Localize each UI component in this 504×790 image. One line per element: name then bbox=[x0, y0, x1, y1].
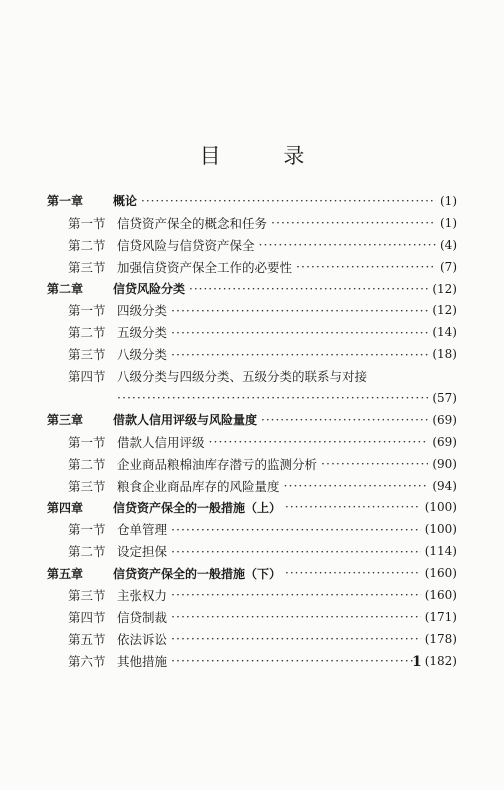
toc-entry-number: 第二章 bbox=[47, 282, 84, 296]
toc-entry-number: 第一节 bbox=[68, 215, 106, 231]
toc-entry-number: 第二节 bbox=[68, 325, 106, 341]
toc-page-number: (1) bbox=[440, 193, 457, 208]
dot-leader bbox=[171, 609, 421, 624]
toc-section-row bbox=[47, 431, 457, 453]
dot-leader bbox=[141, 194, 436, 208]
dot-leader bbox=[259, 237, 436, 252]
toc-section-row bbox=[47, 453, 457, 475]
page-number: 1 bbox=[412, 654, 422, 670]
toc-section-row bbox=[47, 584, 457, 606]
dot-leader bbox=[117, 390, 428, 405]
dot-leader bbox=[209, 434, 429, 449]
toc-section-row bbox=[47, 475, 457, 497]
dot-leader bbox=[171, 631, 421, 646]
toc-section-row bbox=[47, 256, 457, 278]
toc-page-number: (7) bbox=[440, 259, 457, 274]
toc-page-number: (14) bbox=[432, 325, 457, 340]
toc-entry-title: 八级分类 bbox=[117, 347, 168, 363]
dot-leader bbox=[171, 653, 421, 668]
toc-page-number: (12) bbox=[432, 303, 457, 318]
toc-page-number: (100) bbox=[424, 500, 457, 515]
toc-page-number: (94) bbox=[432, 478, 457, 493]
toc-entry-title: 概论 bbox=[113, 194, 138, 209]
dot-leader bbox=[171, 587, 421, 602]
toc-entry-number: 第三节 bbox=[68, 347, 106, 363]
toc-entry-number: 第五章 bbox=[47, 566, 84, 581]
toc-entry-number: 第四节 bbox=[68, 369, 106, 385]
dot-leader bbox=[261, 413, 428, 427]
toc-entry-title: 信贷资产保全的一般措施（下） bbox=[113, 566, 282, 581]
toc-entry-title: 粮食企业商品库存的风险量度 bbox=[117, 478, 280, 494]
toc-entry-title: 八级分类与四级分类、五级分类的联系与对接 bbox=[117, 369, 368, 385]
dot-leader bbox=[171, 303, 428, 318]
toc-entry-number: 第二节 bbox=[68, 544, 106, 560]
toc-page-number: (160) bbox=[424, 566, 457, 581]
dot-leader bbox=[296, 259, 436, 274]
toc-entry-title: 信贷资产保全的一般措施（上） bbox=[113, 500, 282, 515]
toc-entry-number: 第三节 bbox=[68, 587, 106, 603]
toc-page-number: (114) bbox=[424, 544, 457, 559]
toc-entry-title: 加强信贷资产保全工作的必要性 bbox=[117, 259, 293, 275]
toc-entry-number: 第一节 bbox=[68, 522, 106, 538]
toc-entry-title: 依法诉讼 bbox=[117, 631, 168, 647]
toc-entry-title: 借款人信用评级与风险量度 bbox=[113, 413, 258, 428]
toc-page-number: (69) bbox=[432, 434, 457, 449]
toc-entry-title: 信贷资产保全的概念和任务 bbox=[117, 215, 268, 231]
toc-continuation-row bbox=[47, 387, 457, 409]
toc-entry-title: 信贷风险与信贷资产保全 bbox=[117, 237, 255, 253]
toc-entry-number: 第一节 bbox=[68, 434, 106, 450]
toc-section-row bbox=[47, 518, 457, 540]
toc-chapter-row bbox=[47, 190, 457, 212]
dot-leader bbox=[171, 522, 421, 537]
toc-page-number: (171) bbox=[424, 609, 457, 624]
toc-section-row bbox=[47, 212, 457, 234]
dot-leader bbox=[285, 500, 421, 514]
toc-entry-title: 其他措施 bbox=[117, 653, 168, 669]
toc-page-number: (90) bbox=[432, 456, 457, 471]
toc-section-row bbox=[47, 650, 457, 672]
toc-entry-number: 第五节 bbox=[68, 631, 106, 647]
toc-entry-number: 第四章 bbox=[47, 500, 84, 515]
dot-leader bbox=[271, 215, 436, 230]
dot-leader bbox=[321, 456, 428, 471]
toc-section-row bbox=[47, 234, 457, 256]
toc-entry-title: 企业商品粮棉油库存潜亏的监测分析 bbox=[117, 456, 318, 472]
toc-page-number: (160) bbox=[424, 587, 457, 602]
toc-entry-title: 设定担保 bbox=[117, 544, 168, 560]
toc-entry-number: 第一章 bbox=[47, 194, 84, 209]
toc-entry-number: 第二节 bbox=[68, 456, 106, 472]
toc-entry-number: 第三节 bbox=[68, 478, 106, 494]
table-of-contents bbox=[47, 190, 457, 672]
toc-entry-title: 仓单管理 bbox=[117, 522, 168, 538]
toc-page-number: (178) bbox=[424, 631, 457, 646]
toc-entry-title: 信贷风险分类 bbox=[113, 282, 186, 296]
toc-section-row bbox=[47, 321, 457, 343]
toc-entry-title: 四级分类 bbox=[117, 303, 168, 319]
toc-section-row bbox=[47, 628, 457, 650]
toc-entry-title: 信贷制裁 bbox=[117, 609, 168, 625]
dot-leader bbox=[171, 347, 428, 362]
toc-page-number: (69) bbox=[432, 412, 457, 427]
toc-page-number: (57) bbox=[432, 390, 457, 405]
toc-entry-number: 第二节 bbox=[68, 237, 106, 253]
toc-entry-number: 第六节 bbox=[68, 653, 106, 669]
toc-entry-number: 第三章 bbox=[47, 413, 84, 428]
toc-page-number: (12) bbox=[432, 281, 457, 296]
dot-leader bbox=[171, 544, 421, 559]
toc-entry-number: 第四节 bbox=[68, 609, 106, 625]
toc-chapter-row bbox=[47, 278, 457, 300]
toc-entry-title: 主张权力 bbox=[117, 587, 168, 603]
toc-page-number: (4) bbox=[440, 237, 457, 252]
toc-section-row bbox=[47, 606, 457, 628]
toc-chapter-row bbox=[47, 562, 457, 584]
toc-entry-title: 五级分类 bbox=[117, 325, 168, 341]
dot-leader bbox=[171, 325, 428, 340]
dot-leader bbox=[285, 566, 421, 580]
dot-leader bbox=[189, 282, 428, 296]
toc-section-row bbox=[47, 540, 457, 562]
toc-page-number: (100) bbox=[424, 522, 457, 537]
toc-chapter-row bbox=[47, 496, 457, 518]
page-title: 目 录 bbox=[199, 144, 333, 168]
toc-section-row bbox=[47, 365, 457, 387]
toc-section-row bbox=[47, 343, 457, 365]
toc-section-row bbox=[47, 299, 457, 321]
toc-entry-title: 借款人信用评级 bbox=[117, 434, 205, 450]
toc-entry-number: 第三节 bbox=[68, 259, 106, 275]
dot-leader bbox=[284, 478, 429, 493]
toc-page-number: (1) bbox=[440, 215, 457, 230]
toc-entry-number: 第一节 bbox=[68, 303, 106, 319]
toc-page-number: (18) bbox=[432, 347, 457, 362]
toc-page-number: (182) bbox=[424, 653, 457, 668]
toc-chapter-row bbox=[47, 409, 457, 431]
